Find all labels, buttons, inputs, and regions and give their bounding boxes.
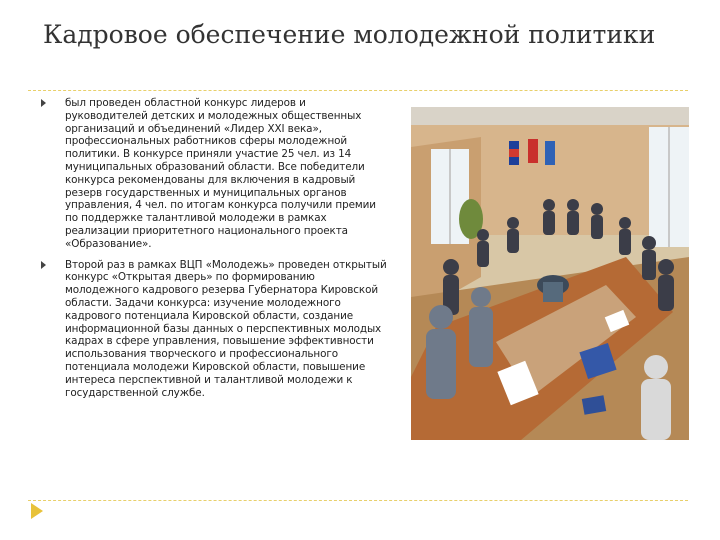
bullet-list (38, 97, 388, 407)
bullet-item (38, 97, 388, 251)
top-divider (28, 90, 688, 91)
triangle-arrow-icon (31, 503, 43, 519)
meeting-photo (411, 107, 689, 440)
bottom-divider (28, 500, 688, 501)
meeting-photo-illustration (411, 107, 689, 440)
bullet-text: был проведен областной конкурс лидеров и руководителей детских и молодежных общественных организаций и объединений «Лидер XXI века», профессиональных работников сферы молодежной политики. В конкурсе приняли участие 25 чел. из 14 муниципальных образований области. Все победители конкурса рекомендованы для включения в кадровый резерв государственных и муниципальных органов управления, 4 чел. по итогам конкурса получили премии по поддержке талантливой молодежи в рамках реализации приоритетного национального проекта «Образование». (65, 97, 376, 250)
triangle-bullet-icon (41, 261, 46, 269)
bullet-item (38, 259, 388, 400)
bullet-text: Второй раз в рамках ВЦП «Молодежь» проведен открытый конкурс «Открытая дверь» по формированию молодежного кадрового резерва Губернатора Кировской области. Задачи конкурса: изучение молодежного кадрового потенциала Кировской области, создание информационной базы данных о перспективных молодых кадрах в сфере управления, повышение эффективности использования творческого и профессионального потенциала молодежи Кировской области, повышение интереса перспективной и талантливой молодежи к государственной службе. (65, 258, 387, 399)
slide-title: Кадровое обеспечение молодежной политики (43, 20, 656, 49)
triangle-bullet-icon (41, 99, 46, 107)
